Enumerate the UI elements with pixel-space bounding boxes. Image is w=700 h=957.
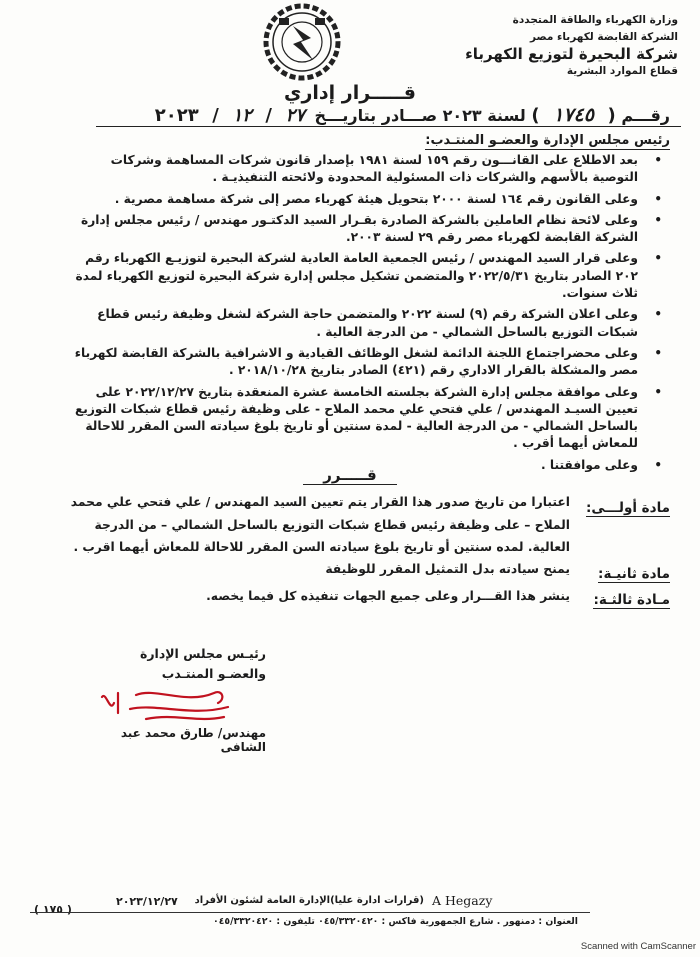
date-separator-1: / — [265, 105, 272, 126]
article-3-label: مـادة ثالثـة: — [593, 592, 670, 608]
sector-name: قطاع الموارد البشرية — [566, 65, 678, 77]
close-paren: ) — [531, 105, 540, 126]
article-2-text: يمنح سيادته بدل التمثيل المقرر للوظيفة — [325, 562, 570, 576]
decision-heading: قـــــرر — [303, 466, 396, 485]
preamble-list — [62, 152, 652, 478]
signatory-name: مهندس/ طارق محمد عبد الشافى — [120, 726, 266, 754]
footer-divider — [30, 912, 590, 913]
decree-day: ٢٧ — [285, 105, 305, 126]
article-1-label: مادة أولـــى: — [585, 500, 670, 516]
signatory-block — [96, 644, 266, 684]
handwritten-signature-icon — [96, 683, 236, 731]
list-item: • وعلى موافقتنا . — [62, 457, 652, 474]
list-item: • وعلى قرار السيد المهندس / رئيس الجمعية العامة العادية لشركة البحيرة لتوزيـع الكهرباء رقم ٢٠٢ الصادر بتاريخ ٢٠٢٢/٥/٣١ والمتضمن تشكيل مجلس إدارة شركة البحيرة لتوزيع الكهرباء لمدة ثلاث سنوات. — [62, 250, 652, 302]
signatory-title-1: رئيـس مجلس الإدارة — [139, 646, 266, 661]
decision-heading-wrap — [0, 466, 700, 484]
decree-number-line — [30, 104, 670, 126]
list-item: • وعلى محضراجتماع اللجنة الدائمة لشغل الوظائف القيادية و الاشرافية بالشركة القابضة لكهرباء مصر والمشكلة بالقرار الاداري رقم (٤٢١) الصادر بتاريخ ٢٠١٨/١٠/٢٨ . — [62, 345, 652, 380]
list-item: • وعلى لائحة نظام العاملين بالشركة الصادرة بقـرار السيد الدكتـور مهندس / رئيس مجلس إدارة الشركة القابضة لكهرباء مصر رقم ٢٩ لسنة ٢٠٠٣. — [62, 212, 652, 247]
title-underline — [96, 126, 681, 127]
list-item: • وعلى القانون رقم ١٦٤ لسنة ٢٠٠٠ بتحويل هيئة كهرباء مصر إلى شركة مساهمة مصرية . — [62, 191, 652, 208]
decree-number: ١٧٤٥ — [553, 104, 594, 126]
document-title: قـــــرار إداري — [284, 82, 416, 104]
decree-year-text: لسنة ٢٠٢٣ صـــادر بتاريـــخ — [314, 106, 526, 125]
decree-number-label: رقـــم — [621, 106, 670, 125]
date-separator-2: / — [212, 105, 219, 126]
archive-note: (قرارات ادارة عليا)الإدارة العامة لشئون الأفراد — [194, 895, 424, 906]
organization-header — [378, 12, 678, 80]
page-number: ( ١٧٥ ) — [34, 903, 72, 916]
article-2-label: مادة ثانيـة: — [598, 566, 670, 582]
signatory-title-2: والعضـو المنتـدب — [161, 666, 266, 681]
list-item: • بعد الاطلاع على القانـــون رقم ١٥٩ لسنة ١٩٨١ بإصدار قانون شركات المساهمة وشركات التوصية بالأسهم والشركات ذات المسئولية المحدودة ولائحته التنفيذيـة . — [62, 152, 652, 187]
company-address: العنوان : دمنهور . شارع الجمهورية فاكس : ٠٤٥/٣٣٢٠٤٢٠ تليفون : ٠٤٥/٣٣٢٠٤٢٠ — [213, 916, 578, 927]
archive-id: A Hegazy — [432, 893, 493, 908]
decree-month: ١٢ — [232, 105, 252, 126]
scanner-watermark: Scanned with CamScanner — [580, 941, 696, 952]
list-item: • وعلى اعلان الشركة رقم (٩) لسنة ٢٠٢٢ والمتضمن حاجة الشركة لشغل وظيفة رئيس قطاع شبكات التوزيع بالساحل الشمالي - من الدرجة العالية . — [62, 306, 652, 341]
chair-title: رئيس مجلس الإدارة والعضـو المنتـدب: — [425, 133, 670, 148]
ministry-name: وزارة الكهرباء والطاقة المتجددة — [512, 14, 678, 26]
company-logo-icon — [253, 0, 351, 82]
article-1-text: اعتبارا من تاريخ صدور هذا القرار يتم تعيين السيد المهندس / علي فتحي علي محمد الملاح – على وظيفة رئيس قطاع شبكات التوزيع بالساحل الشمالي – من الدرجة العالية. لمده سنتين أو تاريخ بلوغ سيادته السن المقرر للاحالة للمعاش أيهما اقرب . — [70, 495, 570, 554]
holding-company-name: الشركة القابضة لكهرباء مصر — [529, 31, 678, 43]
list-item: • وعلى موافقة مجلس إدارة الشركة بجلسته الخامسة عشرة المنعقدة بتاريخ ٢٠٢٢/١٢/٢٧ على تعيين السيـد المهندس / علي فتحي علي محمد الملاح - على وظيفة رئيس قطاع شبكات التوزيع بالساحل الشمالي - من الدرجة العالية - لمدة سنتين أو تاريخ بلوغ سيادته السن المقرر للاحالة للمعاش أيهما أقرب . — [62, 384, 652, 453]
article-3-text: ينشر هذا القـــرار وعلى جميع الجهات تنفيذه كل فيما يخصه. — [206, 589, 570, 603]
open-paren: ( — [607, 105, 616, 126]
footer-date: ٢٠٢٣/١٢/٢٧ — [116, 895, 178, 908]
company-name: شركة البحيرة لتوزيع الكهرباء — [465, 45, 678, 63]
decree-year: ٢٠٢٣ — [154, 105, 199, 126]
